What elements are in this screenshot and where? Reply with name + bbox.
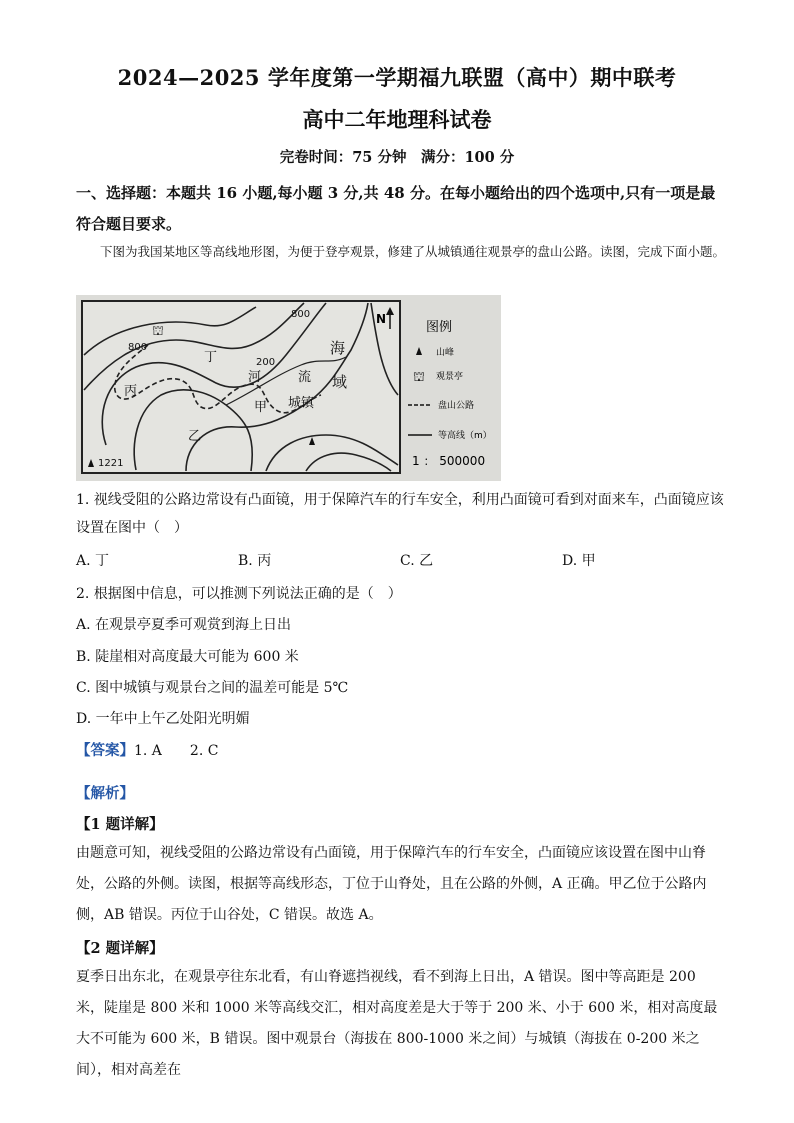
q2-option-a: A. 在观景亭夏季可观赏到海上日出 [76, 617, 292, 633]
legend-contour-label: 等高线（m） [438, 431, 492, 441]
analysis-label: 【解析】 [76, 785, 134, 802]
north-label: N [376, 312, 387, 326]
q2-analysis-label: 【2 题详解】 [76, 940, 164, 957]
question-2-stem: 2. 根据图中信息，可以推测下列说法正确的是（ ） [76, 586, 402, 602]
contour-label-800: 800 [128, 342, 148, 353]
q1-option-b: B. 丙 [238, 553, 272, 569]
label-sea-hai: 海 [330, 339, 346, 357]
contour-label-800-b: 800 [291, 309, 311, 320]
label-town: 城镇 [288, 396, 315, 411]
q1-option-d: D. 甲 [562, 553, 596, 569]
question-1-stem: 1. 视线受阻的公路边常设有凸面镜，用于保障汽车的行车安全，利用凸面镜可看到对面来车，凸面镜应该设置在图中（ ） [76, 492, 724, 536]
answer-line [76, 739, 218, 760]
q2-option-c: C. 图中城镇与观景台之间的温差可能是 5℃ [76, 680, 349, 696]
pavilion-icon: ⛫ [152, 324, 164, 339]
q2-analysis-text: 夏季日出东北，在观景亭往东北看，有山脊遮挡视线，看不到海上日出，A 错误。图中等高距是 200 米，陡崖是 800 米和 1000 米等高线交汇，相对高度差是大于等于 200 米、小于 600 米，相对高度最大不可能为 600 米，B 错误。图中观景台（海拔在 800-1000 米之间）与城镇（海拔在 0-200 米之间），相对高差在 [76, 969, 718, 1078]
label-ding: 丁 [204, 350, 218, 365]
label-jia: 甲 [254, 400, 268, 415]
contour-label-200: 200 [256, 357, 276, 368]
answer-text: 1. A 2. C [134, 743, 219, 759]
legend-road-label: 盘山公路 [438, 401, 475, 411]
exam-meta: 完卷时间：75 分钟 满分：100 分 [279, 149, 515, 166]
label-river-he: 河 [248, 370, 262, 385]
q1-option-c: C. 乙 [400, 553, 434, 569]
exam-subtitle: 高中二年地理科试卷 [302, 107, 492, 132]
legend-title: 图例 [426, 320, 453, 335]
answer-label: 【答案】 [76, 742, 134, 759]
label-river-liu: 流 [298, 370, 312, 385]
question-intro: 下图为我国某地区等高线地形图，为便于登亭观景，修建了从城镇通往观景亭的盘山公路。读图，完成下面小题。 [100, 244, 726, 259]
q1-option-a: A. 丁 [76, 553, 110, 569]
q2-option-d: D. 一年中上午乙处阳光明媚 [76, 711, 250, 727]
exam-title: 2024—2025 学年度第一学期福九联盟（高中）期中联考 [117, 65, 677, 90]
contour-map-figure [76, 295, 501, 481]
contour-map [76, 295, 501, 481]
legend-peak-label: 山峰 [436, 348, 455, 358]
legend-pavilion-label: 观景亭 [436, 372, 464, 382]
legend-pavilion-icon: ⛫ [413, 370, 425, 385]
label-yi: 乙 [188, 429, 202, 444]
label-bing: 丙 [124, 384, 138, 399]
q1-analysis-text: 由题意可知，视线受阻的公路边常设有凸面镜，用于保障汽车的行车安全，凸面镜应该设置在图中山脊处，公路的外侧。读图，根据等高线形态，丁位于山脊处，且在公路的外侧，A 正确。甲乙位于公路内侧，AB 错误。丙位于山谷处，C 错误。故选 A。 [76, 845, 707, 923]
q1-analysis-label: 【1 题详解】 [76, 816, 164, 833]
section-heading: 一、选择题：本题共 16 小题,每小题 3 分,共 48 分。在每小题给出的四个选项中,只有一项是最符合题目要求。 [76, 184, 716, 233]
q2-option-b: B. 陡崖相对高度最大可能为 600 米 [76, 649, 299, 665]
label-sea-yu: 域 [332, 373, 348, 391]
peak-elevation-label: 1221 [98, 458, 124, 469]
legend-scale: 1 ： 500000 [412, 454, 486, 468]
